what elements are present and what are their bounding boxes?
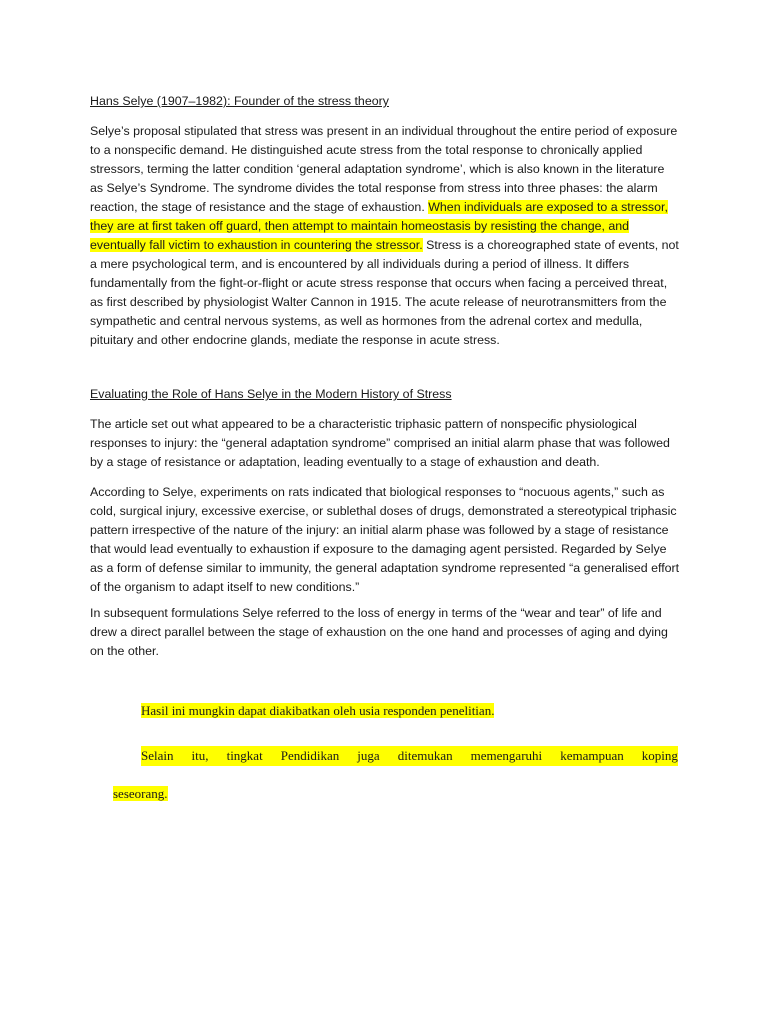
indonesian-line-1-text: Hasil ini mungkin dapat diakibatkan oleh usia responden penelitian.: [141, 703, 495, 718]
indonesian-line-2: [141, 746, 678, 766]
section2-heading: Evaluating the Role of Hans Selye in the Modern History of Stress: [90, 387, 452, 401]
indonesian-word: tingkat: [226, 748, 263, 763]
section2-paragraph-3: In subsequent formulations Selye referred to the loss of energy in terms of the “wear and tear” of life and drew a direct parallel between the stage of exhaustion on the one hand and processes of aging and dying on the other.: [90, 606, 668, 658]
section1-paragraph: [90, 122, 680, 350]
indonesian-word: Selain: [141, 748, 174, 763]
indonesian-word: kemampuan: [560, 748, 624, 763]
section1-heading: Hans Selye (1907–1982): Founder of the stress theory: [90, 94, 389, 108]
indonesian-word: ditemukan: [397, 748, 453, 763]
indonesian-line-3: [113, 784, 168, 804]
section1-text-before: Selye’s proposal stipulated that stress was present in an individual throughout the entire period of exposure to a nonspecific demand. He distinguished acute stress from the total response to chronically applied stressors, terming the latter condition ‘general adaptation syndrome’, which is also known in the literature as Selye’s Syndrome. The syndrome divides the total response from stress into three phases: the alarm reaction, the stage of resistance and the stage of exhaustion.: [90, 124, 678, 214]
indonesian-line-3-text: seseorang.: [113, 786, 168, 801]
section1-text-after: Stress is a choreographed state of events, not a mere psychological term, and is encountered by all individuals during a period of illness. It differs fundamentally from the fight-or-flight or acute stress response that occurs when facing a perceived threat, as first described by physiologist Walter Cannon in 1915. The acute release of neurotransmitters from the sympathetic and central nervous systems, as well as hormones from the adrenal cortex and medulla, pituitary and other endocrine glands, mediate the response in acute stress.: [90, 238, 679, 347]
indonesian-word: koping: [641, 748, 678, 763]
section2-paragraph-1: The article set out what appeared to be a characteristic triphasic pattern of nonspecific physiological responses to injury: the “general adaptation syndrome” comprised an initial alarm phase that was followed by a stage of resistance or adaptation, leading eventually to a stage of exhaustion and death.: [90, 417, 670, 469]
indonesian-word: Pendidikan: [280, 748, 340, 763]
indonesian-word: juga: [357, 748, 380, 763]
section2-paragraph-2: According to Selye, experiments on rats indicated that biological responses to “nocuous agents,” such as cold, surgical injury, excessive exercise, or sublethal doses of drugs, demonstrated a stereotypical triphasic pattern irrespective of the nature of the injury: an initial alarm phase was followed by a stage of resistance that would lead eventually to exhaustion if exposure to the damaging agent persisted. Regarded by Selye as a form of defense similar to immunity, the general adaptation syndrome represented “a generalised effort of the organism to adapt itself to new conditions.”: [90, 485, 680, 594]
indonesian-line-1: [141, 701, 494, 721]
indonesian-word: itu,: [191, 748, 209, 763]
highlighted-sentence: When individuals are exposed to a stressor, they are at first taken off guard, then attempt to maintain homeostasis by resisting the change, and eventually fall victim to exhaustion in countering the stressor.: [90, 200, 668, 252]
indonesian-word: memengaruhi: [470, 748, 543, 763]
